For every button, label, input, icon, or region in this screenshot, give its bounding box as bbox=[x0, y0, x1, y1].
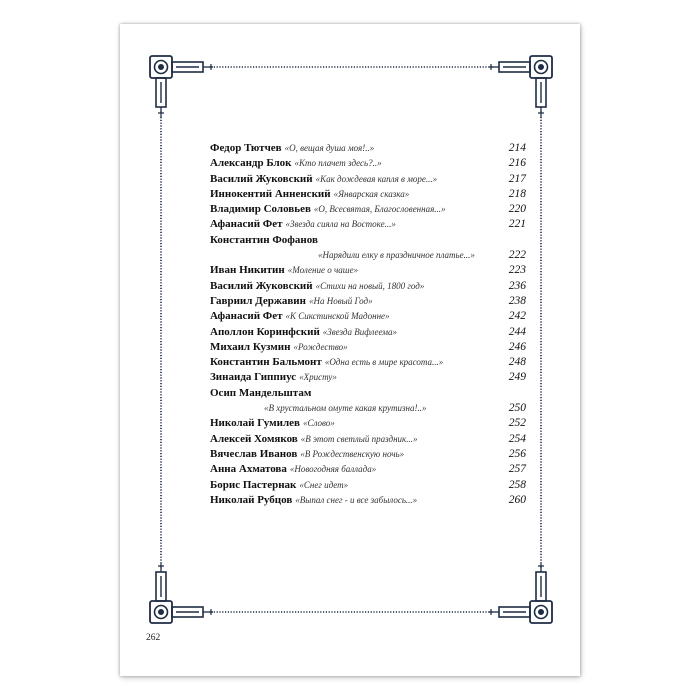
entry-page: 249 bbox=[508, 371, 526, 384]
toc-entry bbox=[210, 478, 526, 493]
entry-author: Афанасий Фет bbox=[210, 310, 283, 323]
toc-entry bbox=[210, 325, 526, 340]
entry-title: «Новогодняя баллада» bbox=[289, 464, 377, 475]
entry-title: «Выпал снег - и все забылось...» bbox=[295, 494, 418, 505]
entry-author: Иван Никитин bbox=[210, 264, 285, 277]
entry-author: Аполлон Коринфский bbox=[210, 325, 320, 338]
entry-title: «Звезда сияла на Востоке...» bbox=[285, 219, 396, 230]
toc-entry bbox=[210, 141, 526, 156]
entry-author: Александр Блок bbox=[210, 157, 292, 170]
toc-entry bbox=[210, 355, 526, 370]
entry-author: Афанасий Фет bbox=[210, 218, 283, 231]
corner-ornament-top-left bbox=[150, 56, 213, 117]
entry-title: «Стихи на новый, 1800 год» bbox=[315, 280, 425, 291]
entry-page: 217 bbox=[508, 172, 526, 185]
toc-entry bbox=[210, 416, 526, 431]
entry-author: Вячеслав Иванов bbox=[210, 447, 298, 460]
toc-entry bbox=[210, 340, 526, 355]
entry-title: «Рождество» bbox=[293, 341, 348, 352]
entry-title: «Христу» bbox=[299, 372, 337, 383]
entry-page: 238 bbox=[508, 294, 526, 307]
toc-entry bbox=[210, 156, 526, 171]
entry-author: Борис Пастернак bbox=[210, 478, 297, 491]
toc-entry bbox=[210, 279, 526, 294]
entry-page: 220 bbox=[508, 203, 526, 216]
entry-page: 252 bbox=[508, 417, 526, 430]
entry-title: «О, вещая душа моя!..» bbox=[284, 143, 375, 153]
entry-page: 244 bbox=[508, 325, 526, 338]
toc-entry bbox=[210, 217, 526, 232]
toc-entry bbox=[210, 370, 526, 385]
entry-author: Гавриил Державин bbox=[210, 294, 306, 307]
entry-author: Василий Жуковский bbox=[210, 172, 313, 185]
toc-entry bbox=[210, 187, 526, 202]
toc-entry bbox=[210, 263, 526, 278]
entry-page: 256 bbox=[508, 447, 526, 460]
entry-author: Константин Бальмонт bbox=[210, 356, 322, 369]
entry-title: «В хрустальном омуте какая крутизна!..» bbox=[264, 403, 427, 414]
entry-page: 258 bbox=[508, 478, 526, 491]
entry-page: 216 bbox=[508, 157, 526, 170]
entry-author: Василий Жуковский bbox=[210, 279, 313, 292]
entry-author: Осип Мандельштам bbox=[210, 386, 312, 399]
entry-page: 246 bbox=[508, 340, 526, 353]
entry-page: 257 bbox=[508, 463, 526, 476]
entry-title: «В этот светлый праздник...» bbox=[300, 433, 418, 444]
entry-title: «На Новый Год» bbox=[308, 295, 373, 306]
toc-entry bbox=[210, 309, 526, 324]
toc-entry bbox=[210, 172, 526, 187]
entry-author: Иннокентий Анненский bbox=[210, 187, 331, 200]
corner-ornament-bottom-left bbox=[150, 562, 213, 623]
toc-entry bbox=[210, 233, 526, 264]
entry-author: Николай Рубцов bbox=[210, 493, 293, 506]
entry-title: «Как дождевая капля в море...» bbox=[315, 173, 438, 184]
entry-author: Владимир Соловьев bbox=[210, 203, 311, 216]
table-of-contents bbox=[210, 141, 526, 508]
corner-ornament-top-right bbox=[489, 56, 552, 117]
entry-author: Константин Фофанов bbox=[210, 233, 318, 246]
entry-page: 242 bbox=[508, 310, 526, 323]
toc-entry bbox=[210, 202, 526, 217]
entry-page: 254 bbox=[508, 432, 526, 445]
entry-page: 218 bbox=[508, 187, 526, 200]
toc-entry bbox=[210, 493, 526, 508]
entry-author: Анна Ахматова bbox=[210, 463, 287, 476]
entry-title: «Январская сказка» bbox=[333, 188, 410, 199]
toc-entry bbox=[210, 432, 526, 447]
toc-entry bbox=[210, 386, 526, 417]
entry-page: 248 bbox=[508, 356, 526, 369]
entry-page: 221 bbox=[508, 218, 526, 231]
entry-title: «К Сикстинской Мадонне» bbox=[285, 311, 390, 322]
entry-title: «Нарядили елку в праздничное платье...» bbox=[318, 250, 475, 261]
entry-title: «Одна есть в мире красота...» bbox=[324, 357, 444, 368]
entry-page: 236 bbox=[508, 279, 526, 292]
entry-title: «В Рождественскую ночь» bbox=[300, 448, 405, 459]
entry-page: 250 bbox=[508, 402, 526, 415]
entry-title: «О, Всесвятая, Благословенная...» bbox=[313, 204, 446, 215]
entry-page: 222 bbox=[508, 249, 526, 262]
entry-author: Николай Гумилев bbox=[210, 417, 300, 430]
entry-page: 260 bbox=[508, 493, 526, 506]
entry-title: «Моление о чаше» bbox=[287, 265, 359, 276]
entry-page: 214 bbox=[508, 142, 526, 154]
toc-entry bbox=[210, 294, 526, 309]
entry-author: Федор Тютчев bbox=[210, 142, 282, 154]
toc-entry bbox=[210, 447, 526, 462]
entry-title: «Слово» bbox=[302, 418, 335, 429]
entry-title: «Звезда Вифлеема» bbox=[322, 326, 398, 337]
entry-author: Михаил Кузмин bbox=[210, 340, 291, 353]
entry-title: «Кто плачет здесь?..» bbox=[294, 158, 382, 169]
entry-author: Зинаида Гиппиус bbox=[210, 371, 297, 384]
page-number: 262 bbox=[146, 633, 161, 643]
entry-author: Алексей Хомяков bbox=[210, 432, 298, 445]
entry-title: «Снег идет» bbox=[299, 479, 349, 490]
toc-entry bbox=[210, 462, 526, 477]
entry-page: 223 bbox=[508, 264, 526, 277]
corner-ornament-bottom-right bbox=[489, 562, 552, 623]
